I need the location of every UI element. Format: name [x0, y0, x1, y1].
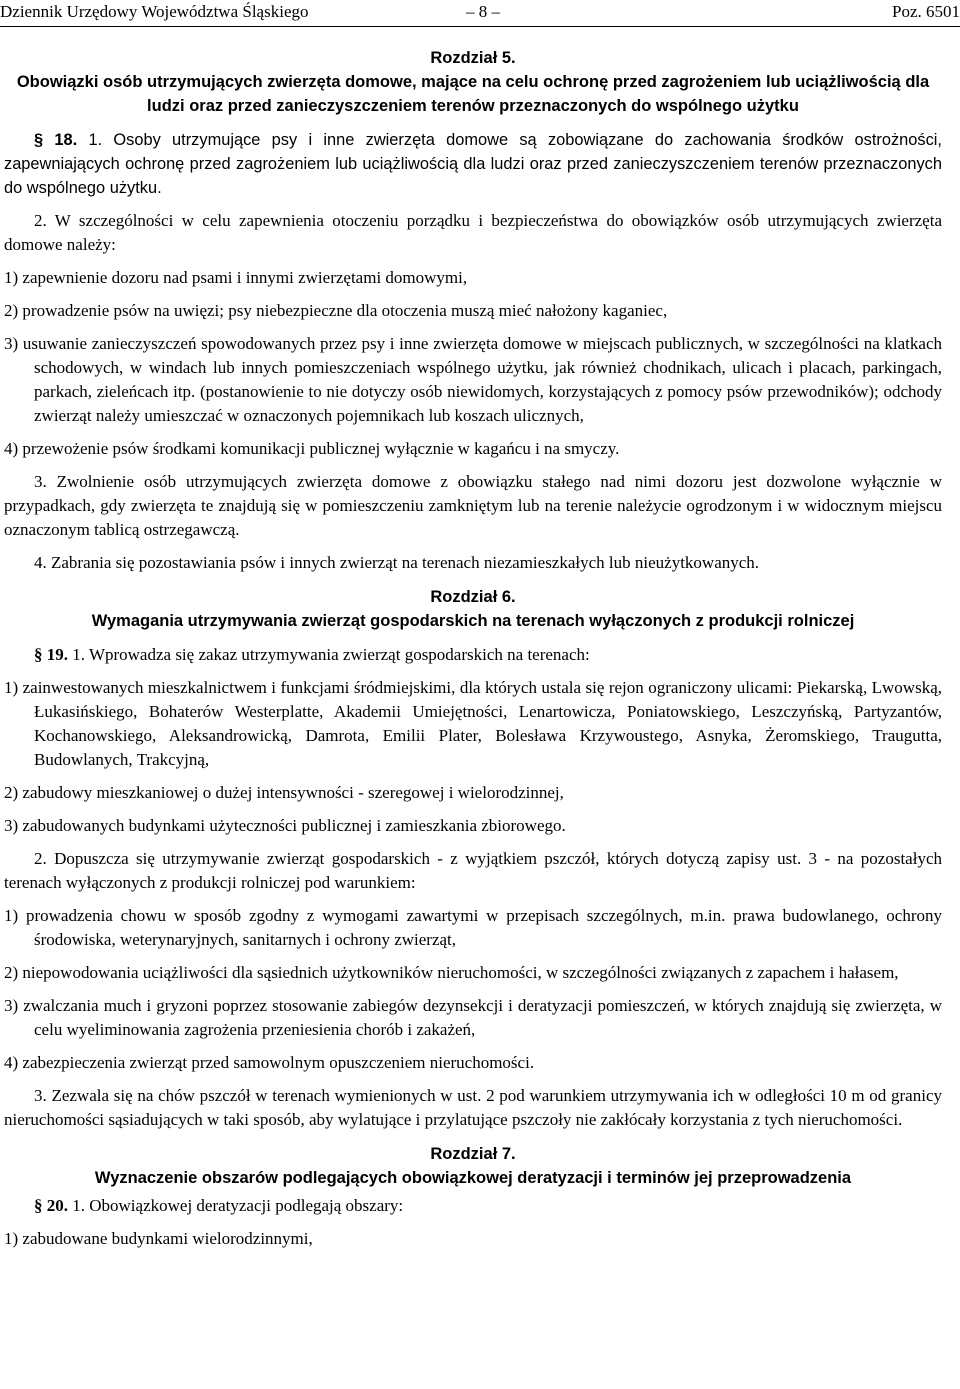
paragraph-18-1: [4, 128, 942, 200]
list-item: 1) zabudowane budynkami wielorodzinnymi,: [4, 1229, 313, 1248]
list-item: 1) prowadzenia chowu w sposób zgodny z wymogami zawartymi w przepisach szczególnych, m.in. prawa budowlanego, ochrony środowiska, weterynaryjnych, sanitarnych i ochrony zwierząt,: [4, 906, 942, 949]
section-19-symbol: § 19.: [34, 645, 68, 664]
paragraph-19-2: 2. Dopuszcza się utrzymywanie zwierząt gospodarskich - z wyjątkiem pszczół, których dotyczą zapisy ust. 3 - na pozostałych terenach wyłączonych z produkcji rolniczej pod warunkiem:: [4, 849, 942, 892]
page-number: – 8 –: [466, 2, 500, 21]
paragraph-18-2: 2. W szczególności w celu zapewnienia otoczeniu porządku i bezpieczeństwa do obowiązków osób utrzymujących zwierzęta domowe należy:: [4, 211, 942, 254]
chapter-5-number: Rozdział 5.: [430, 49, 516, 67]
position-number: Poz. 6501: [892, 2, 960, 21]
list-item: 2) prowadzenie psów na uwięzi; psy niebezpieczne dla otoczenia muszą mieć nałożony kaganiec,: [4, 301, 668, 320]
list-item: 4) przewożenie psów środkami komunikacji publicznej wyłącznie w kagańcu i na smyczy.: [4, 439, 620, 458]
list-item: 4) zabezpieczenia zwierząt przed samowolnym opuszczeniem nieruchomości.: [4, 1053, 535, 1072]
list-item: 1) zainwestowanych mieszkalnictwem i funkcjami śródmiejskimi, dla których ustala się rejon ograniczony ulicami: Piekarską, Lwowską, Łukasińskiego, Bohaterów Westerplatte, Akademii Umiejętności, Lenartowicza, Poniatowskiego, Leszczyńską, Partyzantów, Kochanowskiego, Aleksandrowicką, Damrota, Emilii Plater, Bolesława Krzywoustego, Asnyka, Żeromskiego, Traugutta, Budowlanych, Trakcyjną,: [4, 678, 942, 769]
chapter-6-number: Rozdział 6.: [430, 588, 516, 606]
document-body: [4, 46, 942, 1251]
journal-title: Dziennik Urzędowy Województwa Śląskiego: [0, 2, 309, 21]
paragraph-18-1-text: 1. Osoby utrzymujące psy i inne zwierzęta domowe są zobowiązane do zachowania środków ostrożności, zapewniających ochronę przed zagrożeniem lub uciążliwością dla ludzi oraz przed zanieczyszczeniem terenów przeznaczonych do wspólnego użytku.: [4, 131, 942, 197]
section-18-symbol: § 18.: [34, 131, 78, 149]
list-item: 3) zwalczania much i gryzoni poprzez stosowanie zabiegów dezynsekcji i deratyzacji pomieszczeń, w których znajdują się zwierzęta, w celu wyeliminowania zagrożenia przeniesienia chorób i zakażeń,: [4, 996, 942, 1039]
page-header: [0, 2, 960, 22]
paragraph-18-4: 4. Zabrania się pozostawiania psów i innych zwierząt na terenach niezamieszkałych lub nieużytkowanych.: [34, 553, 760, 572]
chapter-5-title: Obowiązki osób utrzymujących zwierzęta domowe, mające na celu ochronę przed zagrożeniem lub uciążliwością dla ludzi oraz przed zanieczyszczeniem terenów przeznaczonych do wspólnego użytku: [16, 73, 930, 115]
chapter-7-title: Wyznaczenie obszarów podlegających obowiązkowej deratyzacji i terminów jej przeprowadzenia: [94, 1169, 852, 1187]
chapter-6-title: Wymagania utrzymywania zwierząt gospodarskich na terenach wyłączonych z produkcji rolniczej: [91, 612, 855, 630]
chapter-7-number: Rozdział 7.: [430, 1145, 516, 1163]
list-item: 1) zapewnienie dozoru nad psami i innymi zwierzętami domowymi,: [4, 268, 468, 287]
list-item: 3) usuwanie zanieczyszczeń spowodowanych przez psy i inne zwierzęta domowe w miejscach publicznych, w szczególności na klatkach schodowych, w windach lub innych pomieszczeniach wspólnego użytku, jak również chodnikach, ulicach i placach, parkingach, parkach, zieleńcach itp. (postanowienie to nie dotyczy osób niewidomych, korzystających z pomocy psów przewodników); odchody zwierząt należy umieszczać w oznaczonych pojemnikach lub koszach ulicznych,: [4, 334, 942, 425]
section-20-symbol: § 20.: [34, 1196, 68, 1215]
paragraph-20-1: [4, 1194, 942, 1218]
paragraph-18-3: 3. Zwolnienie osób utrzymujących zwierzęta domowe z obowiązku stałego nad nimi dozoru jest dozwolone wyłącznie w przypadkach, gdy zwierzęta te znajdują się w pomieszczeniu zamkniętym lub na terenie należycie ogrodzonym i w widocznym miejscu oznaczonym tablicą ostrzegawczą.: [4, 472, 942, 539]
paragraph-19-1: [4, 643, 942, 667]
header-divider: [0, 26, 960, 27]
list-item: 3) zabudowanych budynkami użyteczności publicznej i zamieszkania zbiorowego.: [4, 816, 566, 835]
list-item: 2) zabudowy mieszkaniowej o dużej intensywności - szeregowej i wielorodzinnej,: [4, 783, 564, 802]
paragraph-19-1-text: 1. Wprowadza się zakaz utrzymywania zwierząt gospodarskich na terenach:: [68, 645, 590, 664]
paragraph-20-1-text: 1. Obowiązkowej deratyzacji podlegają obszary:: [68, 1196, 404, 1215]
list-item: 2) niepowodowania uciążliwości dla sąsiednich użytkowników nieruchomości, w szczególności związanych z zapachem i hałasem,: [4, 963, 899, 982]
paragraph-19-3: 3. Zezwala się na chów pszczół w terenach wymienionych w ust. 2 pod warunkiem utrzymywania ich w odległości 10 m od granicy nieruchomości sąsiadujących w taki sposób, aby wylatujące i przylatujące pszczoły nie zakłócały korzystania z tych nieruchomości.: [4, 1086, 942, 1129]
